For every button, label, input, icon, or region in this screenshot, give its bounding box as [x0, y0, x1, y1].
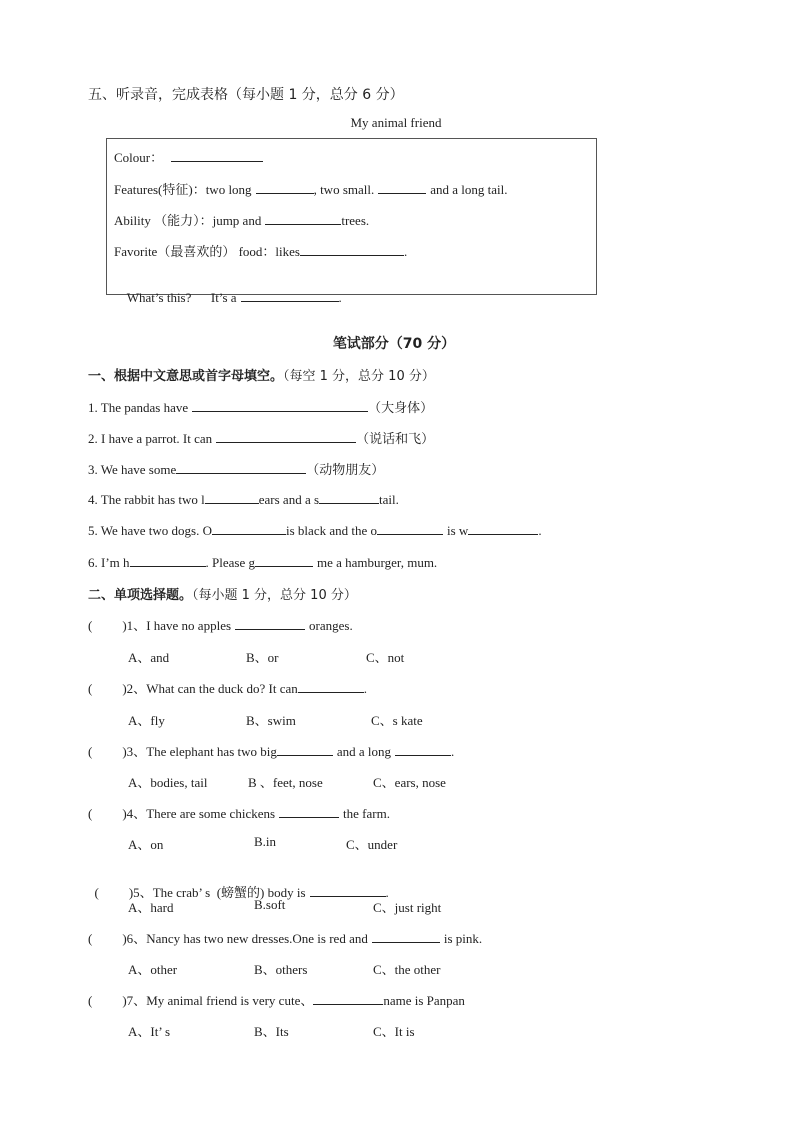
mc-question-4: ( )4、There are some chickens the farm. — [88, 806, 390, 821]
option-b[interactable]: B.soft — [254, 897, 286, 912]
option-c[interactable]: C、ears, nose — [373, 775, 446, 790]
option-c[interactable]: C、just right — [373, 900, 442, 915]
option-a[interactable]: A、and — [128, 650, 170, 665]
answer-blank[interactable] — [468, 521, 538, 535]
option-c[interactable]: C、It is — [373, 1024, 415, 1039]
answer-blank[interactable] — [216, 429, 356, 443]
answer-blank[interactable] — [176, 460, 306, 474]
option-c[interactable]: C、s kate — [371, 713, 423, 728]
answer-blank[interactable] — [319, 490, 379, 504]
option-a[interactable]: A、fly — [128, 713, 165, 728]
fill-item-4: 4. The rabbit has two l ears and a s tail. — [88, 492, 399, 507]
option-a[interactable]: A、on — [128, 837, 164, 852]
mc-question-7: ( )7、My animal friend is very cute、 name is Panpan — [88, 993, 465, 1008]
answer-blank[interactable] — [300, 242, 404, 256]
table-title: My animal friend — [350, 115, 442, 130]
answer-blank[interactable] — [277, 742, 333, 756]
written-title: 笔试部分（70 分） — [332, 336, 456, 352]
answer-blank[interactable] — [205, 490, 259, 504]
option-b[interactable]: B、swim — [246, 713, 296, 728]
answer-blank[interactable] — [212, 521, 286, 535]
listening-heading: 五、听录音，完成表格（每小题 1 分，总分 6 分） — [88, 87, 404, 103]
option-a[interactable]: A、bodies, tail — [128, 775, 208, 790]
answer-blank[interactable] — [395, 742, 451, 756]
option-b[interactable]: B、or — [246, 650, 279, 665]
option-c[interactable]: C、not — [366, 650, 405, 665]
table-row-favorite: Favorite（最喜欢的） food：likes . — [114, 244, 408, 259]
answer-blank[interactable] — [310, 883, 386, 897]
option-c[interactable]: C、the other — [373, 962, 441, 977]
fill-item-5: 5. We have two dogs. O is black and the o is w . — [88, 523, 542, 538]
option-b[interactable]: B、others — [254, 962, 308, 977]
answer-blank[interactable] — [313, 991, 383, 1005]
answer-blank[interactable] — [256, 180, 314, 194]
option-c[interactable]: C、under — [346, 837, 398, 852]
mc-question-1: ( )1、I have no apples oranges. — [88, 618, 353, 633]
mc-question-6: ( )6、Nancy has two new dresses.One is red and is pink. — [88, 931, 483, 946]
table-row-colour: Colour： — [114, 147, 263, 166]
option-b[interactable]: B、Its — [254, 1024, 289, 1039]
answer-blank[interactable] — [235, 616, 305, 630]
mc-question-3: ( )3、The elephant has two big and a long . — [88, 744, 455, 759]
table-row-ability: Ability （能力）：jump and trees. — [114, 213, 370, 228]
mc-question-5: ( )5、The crab’ s (螃蟹的) body is . — [94, 885, 389, 900]
answer-blank[interactable] — [255, 553, 313, 567]
answer-blank[interactable] — [192, 398, 368, 412]
fill-item-6: 6. I’m h . Please g me a hamburger, mum. — [88, 555, 438, 570]
fill-item-2: 2. I have a parrot. It can （说话和飞） — [88, 431, 435, 446]
option-a[interactable]: A、hard — [128, 900, 174, 915]
fill-item-1: 1. The pandas have （大身体） — [88, 400, 434, 415]
animal-friend-table — [106, 138, 597, 305]
table-row-features: Features(特征)：two long , two small. and a long tail. — [114, 182, 508, 197]
answer-blank[interactable] — [279, 804, 339, 818]
mc-question-2: ( )2、What can the duck do? It can . — [88, 681, 368, 696]
table-row-what: What’s this? It’s a . — [126, 290, 342, 305]
option-b[interactable]: B.in — [254, 834, 277, 849]
answer-blank[interactable] — [378, 180, 426, 194]
answer-blank[interactable] — [171, 148, 263, 162]
answer-blank[interactable] — [241, 288, 339, 302]
option-a[interactable]: A、It’ s — [128, 1024, 171, 1039]
answer-blank[interactable] — [130, 553, 206, 567]
answer-blank[interactable] — [377, 521, 443, 535]
fill-item-3: 3. We have some （动物朋友） — [88, 462, 385, 477]
option-b[interactable]: B 、feet, nose — [248, 775, 323, 790]
option-a[interactable]: A、other — [128, 962, 178, 977]
answer-blank[interactable] — [298, 679, 364, 693]
answer-blank[interactable] — [372, 929, 440, 943]
part1-heading: 一、根据中文意思或首字母填空。（每空 1 分，总分 10 分） — [88, 369, 435, 384]
part2-heading: 二、单项选择题。（每小题 1 分，总分 10 分） — [88, 588, 357, 603]
answer-blank[interactable] — [265, 211, 341, 225]
